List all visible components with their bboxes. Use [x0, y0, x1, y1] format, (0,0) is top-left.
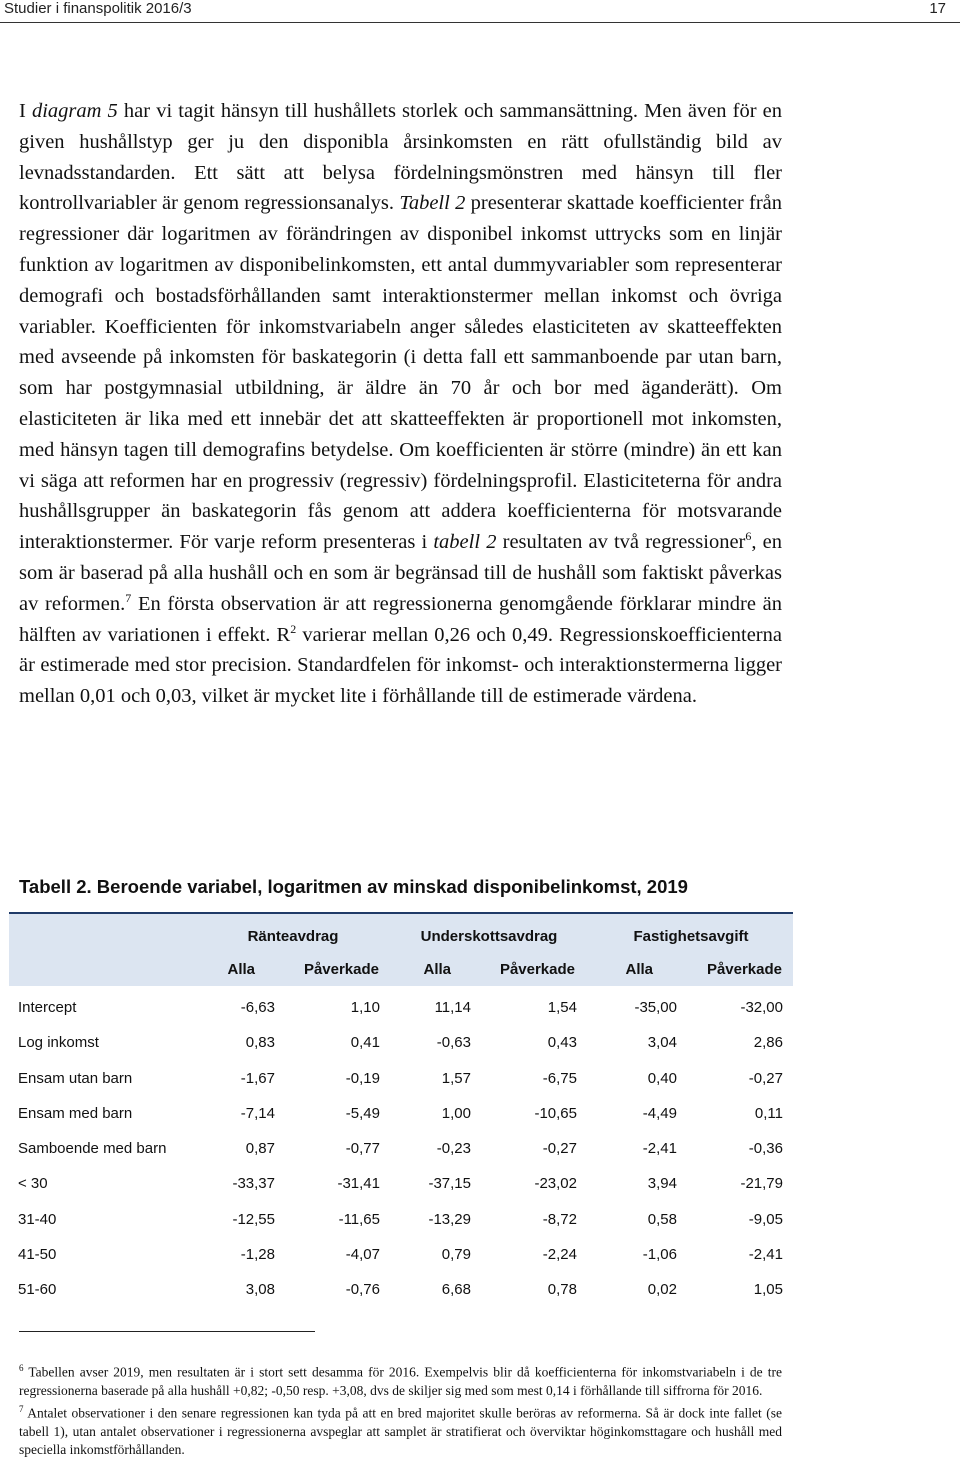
table-cell: -32,00: [740, 999, 783, 1016]
table-row: [9, 1272, 793, 1307]
subheader-paverkade: Påverkade: [706, 961, 782, 978]
row-label: 31-40: [18, 1210, 57, 1228]
table-cell: -2,41: [748, 1246, 783, 1264]
table-cell: -9,05: [748, 1210, 783, 1228]
table-cell: -0,76: [345, 1281, 380, 1299]
table-cell: -10,65: [534, 1104, 577, 1122]
table-cell: -6,75: [542, 1069, 577, 1087]
footnote-ref-6[interactable]: 6: [745, 529, 752, 544]
text-run: resultaten av två regressioner: [496, 531, 746, 554]
subheader-paverkade: Påverkade: [499, 961, 575, 978]
table-cell: 0,41: [350, 1034, 380, 1052]
table-row: [9, 1237, 793, 1272]
table-cell: 11,14: [434, 999, 471, 1016]
table-cell: -8,72: [542, 1210, 577, 1228]
table-cell: 1,10: [350, 999, 380, 1016]
footnote-7: [19, 1400, 782, 1459]
table-cell: 0,78: [547, 1281, 577, 1299]
table-cell: -5,49: [345, 1104, 380, 1122]
table-header: [9, 912, 793, 986]
table-cell: -4,07: [345, 1246, 380, 1264]
table-cell: 3,04: [647, 1034, 677, 1052]
text-run: , en som är baserad på alla hushåll och en som är begränsad till de hushåll som faktiskt påverkas av reformen.: [19, 531, 783, 615]
table-row: [9, 1061, 793, 1096]
subheader-alla: Alla: [423, 961, 451, 978]
table-cell: 0,79: [441, 1246, 471, 1264]
table-cell: 1,57: [441, 1069, 471, 1087]
table-cell: -0,19: [345, 1069, 380, 1087]
regression-table: [9, 912, 793, 1308]
table-cell: -2,24: [542, 1246, 577, 1264]
footnote-6: [19, 1359, 782, 1400]
table-cell: -1,28: [240, 1246, 275, 1264]
table-reference: tabell 2: [433, 531, 497, 554]
table-cell: -0,23: [436, 1140, 471, 1158]
table-cell: 1,54: [547, 999, 577, 1016]
table-cell: 0,40: [647, 1069, 677, 1087]
table-row: [9, 1166, 793, 1201]
table-cell: -0,63: [436, 1034, 471, 1052]
row-label: < 30: [18, 1175, 48, 1193]
table-cell: -0,27: [542, 1140, 577, 1158]
diagram-reference: diagram 5: [31, 100, 118, 122]
table-title: Tabell 2. Beroende variabel, logaritmen av minskad disponibelinkomst, 2019: [19, 876, 688, 897]
group-header-ranteavdrag: Ränteavdrag: [247, 928, 339, 945]
table-row: [9, 990, 793, 1025]
row-label: Log inkomst: [18, 1034, 99, 1052]
text-run: har vi tagit hänsyn till hushållets storlek och sammansättning. Men även för en given hushållstyp ger ju den disponibla årsinkomsten en rätt ofullständig bild av levnadsstandarden. Ett sätt att belysa fördelningsmönstren med hänsyn till fler kontrollvariabler är genom regressionsanalys.: [19, 100, 783, 215]
text-run: I: [19, 100, 32, 122]
group-header-underskottsavdrag: Underskottsavdrag: [420, 928, 558, 945]
text-run: En första observation är att regressionerna genomgående förklarar mindre än hälften av variationen i effekt. R: [19, 592, 782, 646]
table-cell: -33,37: [232, 1175, 275, 1193]
table-cell: -0,36: [748, 1140, 783, 1158]
footnote-text: Antalet observationer i den senare regressionen kan tyda på att en bred majoritet skulle beröras av reformerna. Så är dock inte fallet (se tabell 1), utan antalet observationer i regressionerna avspeglar att samplet är stratifierat och överviktar höginkomsttagare och hushåll med speciella inkomstförhållanden.: [19, 1405, 782, 1457]
table-reference: Tabell 2: [399, 192, 466, 215]
text-run: presenterar skattade koefficienter från regressioner där logaritmen av förändringen av disponibel inkomst uttrycks som en linjär funktion av logaritmen av disponibelinkomsten, ett antal dummyvariabler som representerar demografi och bostadsförhållanden samt interaktionstermer mellan inkomst och övriga variabler. Koefficienten för inkomstvariabeln anger således elasticiteten av skatteeffekten med avseende på inkomsten för baskategorin (i detta fall ett sammanboende par utan barn, som har postgymnasial utbildning, är äldre än 70 år och bor med äganderätt). Om elasticiteten är lika med ett innebär det att skatteeffekten är proportionell mot inkomsten, med hänsyn tagen till demografins betydelse. Om koefficienten är större (mindre) än ett kan vi säga att reformen har en progressiv (regressiv) fördelningsprofil. Elasticiteterna för andra hushållsgrupper än baskategorin fås genom att addera koefficienterna för motsvarande interaktionstermer. För varje reform presenteras i: [19, 192, 783, 554]
table-cell: 0,58: [647, 1210, 677, 1228]
table-cell: -23,02: [534, 1175, 577, 1193]
table-cell: -11,65: [338, 1210, 380, 1228]
group-header-fastighetsavgift: Fastighetsavgift: [633, 928, 749, 945]
row-label: Ensam utan barn: [18, 1069, 133, 1087]
table-body: [9, 986, 793, 1308]
table-cell: -21,79: [740, 1175, 783, 1193]
table-cell: -31,41: [337, 1175, 380, 1193]
text-run: varierar mellan 0,26 och 0,49. Regressionskoefficienterna är estimerade med stor precision. Standardfelen för inkomst- och interaktionstermerna ligger mellan 0,01 och 0,03, vilket är mycket lite i förhållande till de estimerade värdena.: [19, 623, 782, 708]
table-cell: -0,27: [748, 1069, 783, 1087]
row-label: 51-60: [18, 1281, 57, 1299]
footnotes: [19, 1359, 782, 1459]
table-cell: -13,29: [428, 1210, 471, 1228]
r-squared-superscript: 2: [290, 621, 297, 636]
table-cell: 1,00: [441, 1104, 471, 1122]
table-cell: -6,63: [240, 999, 275, 1016]
table-row: [9, 1096, 793, 1131]
table-cell: -37,15: [428, 1175, 471, 1193]
footnote-text: Tabellen avser 2019, men resultaten är i stort sett desamma för 2016. Exempelvis blir då koefficienterna för inkomstvariabeln i de tre regressionerna baserade på alla hushåll +0,82; -0,50 resp. +3,08, dvs de skiljer sig med som mest 0,14 i förhållande till siffrorna för 2016.: [19, 1364, 782, 1398]
table-row: [9, 1025, 793, 1060]
table-cell: -2,41: [642, 1140, 677, 1158]
table-cell: -0,77: [345, 1140, 380, 1158]
table-cell: -4,49: [642, 1104, 677, 1122]
row-label: Samboende med barn: [18, 1140, 167, 1158]
footnote-ref-7[interactable]: 7: [125, 590, 132, 605]
table-cell: -12,55: [232, 1210, 275, 1228]
table-cell: 0,43: [547, 1034, 577, 1052]
page-header: [0, 0, 960, 22]
subheader-alla: Alla: [227, 961, 255, 978]
table-cell: 0,83: [245, 1034, 275, 1052]
running-title: Studier i finanspolitik 2016/3: [4, 0, 192, 17]
body-paragraph: [19, 96, 782, 712]
footnote-number: 6: [19, 1363, 24, 1373]
table-row: [9, 1131, 793, 1166]
footnote-divider: [19, 1331, 315, 1332]
table-row: [9, 1202, 793, 1237]
table-cell: 0,11: [754, 1104, 783, 1122]
table-cell: -7,14: [240, 1104, 275, 1122]
table-cell: 1,05: [753, 1281, 783, 1299]
table-cell: 6,68: [441, 1281, 471, 1299]
row-label: Intercept: [18, 999, 77, 1016]
subheader-alla: Alla: [625, 961, 653, 978]
table-cell: 3,08: [245, 1281, 275, 1299]
footnote-number: 7: [19, 1403, 24, 1414]
table-cell: -1,67: [240, 1069, 275, 1087]
table-cell: 3,94: [647, 1175, 677, 1193]
table-cell: 0,02: [647, 1281, 677, 1299]
subheader-paverkade: Påverkade: [303, 961, 379, 978]
row-label: 41-50: [18, 1246, 57, 1264]
table-cell: 0,87: [245, 1140, 275, 1158]
table-cell: -1,06: [642, 1246, 677, 1264]
header-divider: [0, 22, 960, 23]
row-label: Ensam med barn: [18, 1104, 133, 1122]
table-cell: -35,00: [634, 999, 677, 1016]
table-cell: 2,86: [753, 1034, 783, 1052]
page-number: 17: [929, 0, 946, 17]
